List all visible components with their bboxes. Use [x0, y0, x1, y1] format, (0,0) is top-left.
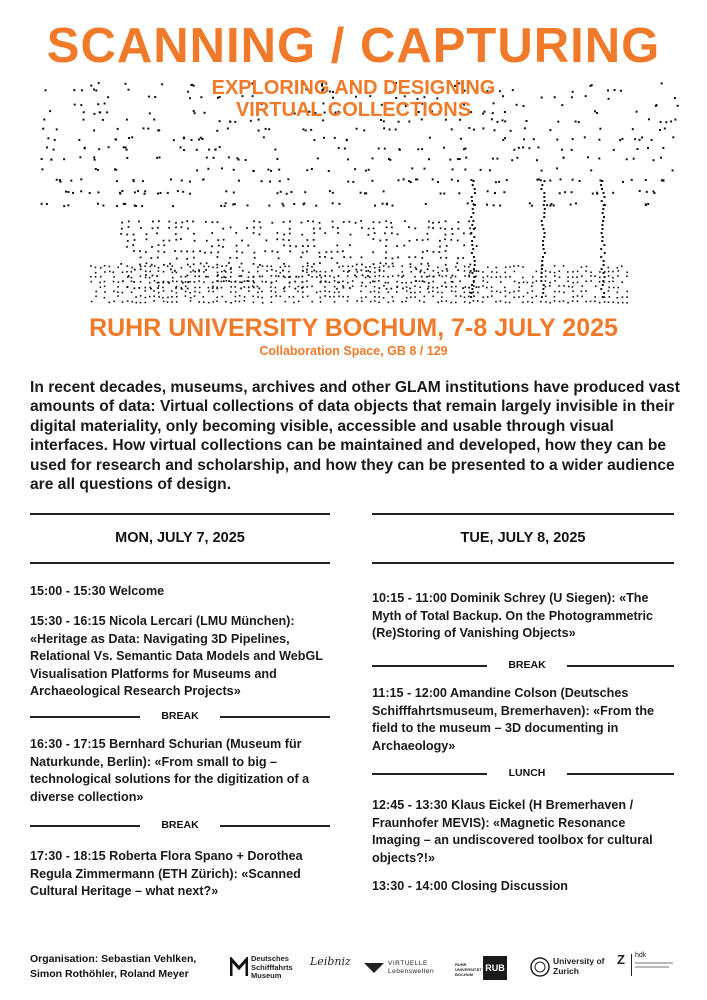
organisers-line-2: Simon Rothöhler, Roland Meyer: [30, 968, 189, 980]
zhdk-text: hdk: [635, 952, 647, 959]
leibniz-logo: Leibniz: [310, 955, 351, 968]
zhdk-divider: [631, 954, 632, 976]
subtitle: [0, 77, 707, 121]
program-item: 10:15 - 11:00 Dominik Schrey (U Siegen): «The Myth of Total Backup. On the Photogrammetric (Re)Storing of Vanishing Objects»: [372, 591, 654, 640]
dsm-logo: [230, 955, 300, 985]
break-divider: [372, 659, 674, 673]
zhdk-z: Z: [617, 952, 625, 967]
rub-mark: RUB: [483, 956, 507, 980]
organisers-line-1: Organisation: Sebastian Vehlken,: [30, 953, 197, 965]
rub-logo: [455, 954, 515, 982]
dsm-logo-mark: [230, 957, 248, 977]
divider: [30, 562, 330, 564]
break-divider: [30, 819, 330, 833]
program-item: 12:45 - 13:30 Klaus Eickel (H Bremerhaven / Fraunhofer MEVIS): «Magnetic Resonance Imaging – an undiscovered toolbox for cultural objects?!»: [372, 798, 653, 865]
break-label: BREAK: [487, 659, 567, 671]
page-title: SCANNING / CAPTURING: [46, 19, 661, 73]
break-label: BREAK: [140, 710, 220, 722]
divider: [372, 562, 674, 564]
uzh-seal-icon: [530, 956, 550, 978]
venue-heading: RUHR UNIVERSITY BOCHUM, 7-8 JULY 2025: [89, 314, 618, 342]
vl-text: Lebenswelten: [388, 968, 435, 975]
program-item: 15:00 - 15:30 Welcome: [30, 584, 165, 598]
divider: [372, 513, 674, 515]
rub-small-text: RUHR UNIVERSITÄT BOCHUM: [455, 962, 482, 977]
break-divider: [30, 710, 330, 724]
break-divider: [372, 767, 674, 781]
intro-paragraph: In recent decades, museums, archives and other GLAM institutions have produced vast amounts of data: Virtual collections of data objects that remain largely invisible in their digital materiality, only becoming visible, accessible and usable through visual interfaces. How virtual collections can be maintained and developed, how they can be used for research and scholarship, and how they can be presented to a wider audience are all questions of design.: [30, 379, 680, 494]
program-item: 17:30 - 18:15 Roberta Flora Spano + Dorothea Regula Zimmermann (ETH Zürich): «Scanned Cultural Heritage – what next?»: [30, 849, 303, 898]
zhdk-small-lines: [635, 962, 673, 964]
uzh-text: Zurich: [553, 965, 579, 976]
divider: [30, 513, 330, 515]
dsm-text: Schifffahrts: [251, 962, 293, 972]
dsm-text: Deutsches: [251, 954, 289, 963]
program-item: 16:30 - 17:15 Bernhard Schurian (Museum für Naturkunde, Berlin): «From small to big – technological solutions for the digitization of a diverse collection»: [30, 737, 310, 804]
day1-heading: MON, JULY 7, 2025: [115, 530, 245, 546]
virtuelle-lebenswelten-logo: [364, 960, 444, 982]
dsm-text: Museum: [251, 971, 282, 980]
break-label: BREAK: [140, 819, 220, 831]
vl-text: VIRTUELLE: [388, 960, 428, 967]
organisers: [30, 952, 196, 982]
subtitle-line-1: EXPLORING AND DESIGNING: [211, 77, 496, 99]
uzh-text: University of: [553, 956, 605, 966]
day2-heading: TUE, JULY 8, 2025: [460, 530, 586, 546]
program-item: 11:15 - 12:00 Amandine Colson (Deutsches Schifffahrtsmuseum, Bremerhaven): «From the field to the museum – 3D documenting in Archaeology»: [372, 686, 655, 753]
program-item: 15:30 - 16:15 Nicola Lercari (LMU München): «Heritage as Data: Navigating 3D Pipelines, Relational Vs. Semantic Data Models and WebGL Visualisation Platforms for Museums and Archaeological Research Projects»: [30, 614, 323, 698]
subtitle-line-2: VIRTUAL COLLECTIONS: [235, 99, 472, 121]
uzh-logo: [530, 955, 605, 983]
program-item: 13:30 - 14:00 Closing Discussion: [372, 879, 568, 893]
vl-arrow-icon: [364, 963, 384, 973]
zhdk-logo: [617, 952, 677, 982]
room-label: Collaboration Space, GB 8 / 129: [259, 344, 448, 358]
zhdk-small-lines: [635, 966, 669, 968]
break-label: LUNCH: [487, 767, 567, 779]
